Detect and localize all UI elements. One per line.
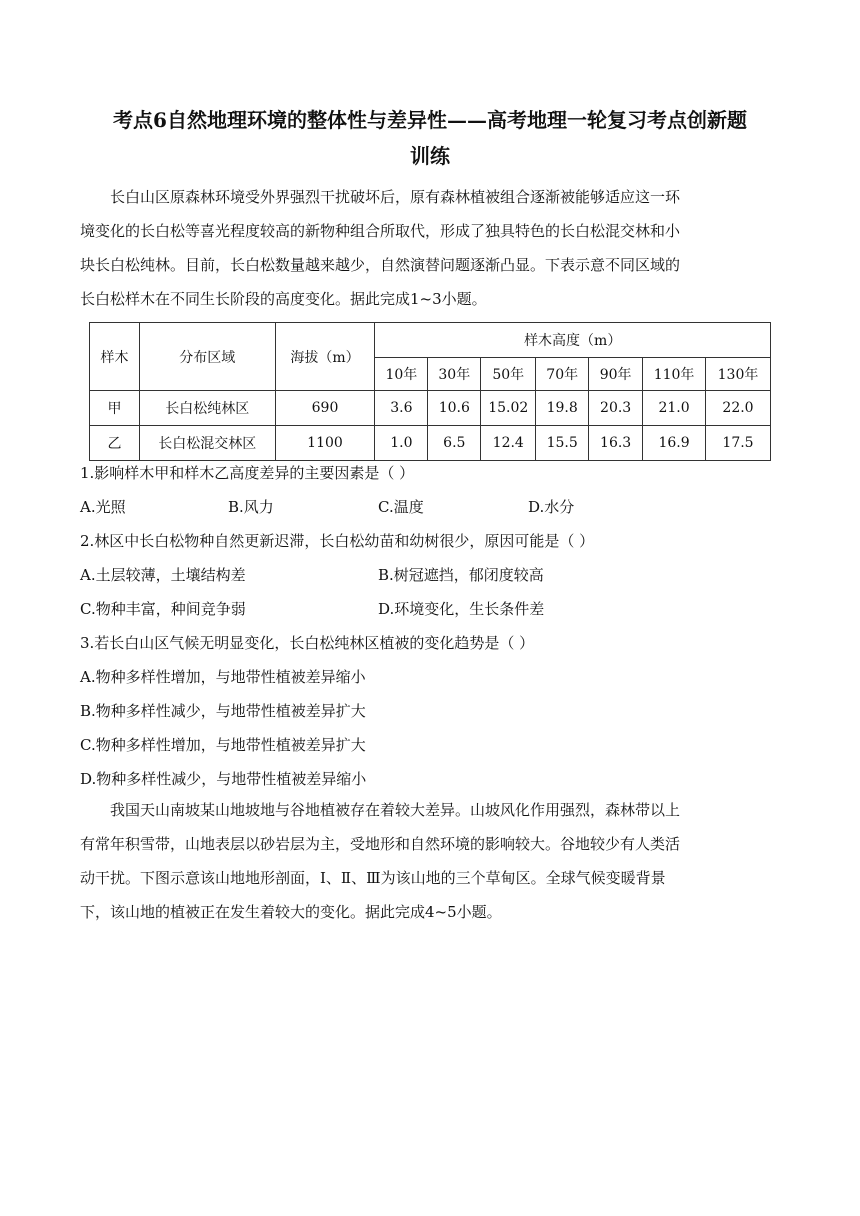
- option-b[interactable]: B.物种多样性减少，与地带性植被差异扩大: [80, 702, 366, 720]
- title-line-2: 训练: [410, 144, 450, 168]
- question-2-stem: 2.林区中长白松物种自然更新迟滞，长白松幼苗和幼树很少，原因可能是（ ）: [80, 532, 595, 550]
- cell-region: 长白松纯林区: [139, 391, 275, 426]
- table-header-row: [90, 323, 771, 358]
- cell-height: 1.0: [375, 426, 428, 461]
- cell-height: 21.0: [643, 391, 706, 426]
- option-a[interactable]: A.光照: [80, 498, 126, 516]
- header-year: 70年: [536, 358, 589, 391]
- question-3-stem: 3.若长白山区气候无明显变化，长白松纯林区植被的变化趋势是（ ）: [80, 634, 535, 652]
- option-a[interactable]: A.物种多样性增加，与地带性植被差异缩小: [80, 668, 366, 686]
- question-2-options-row-1: [80, 558, 780, 592]
- header-sample: 样木: [90, 323, 140, 391]
- passage-1-line-1: 长白山区原森林环境受外界强烈干扰破坏后，原有森林植被组合逐渐被能够适应这一环: [110, 188, 681, 206]
- option-d[interactable]: D.环境变化，生长条件差: [378, 600, 545, 618]
- document-title: [70, 102, 790, 174]
- cell-height: 12.4: [481, 426, 536, 461]
- option-c[interactable]: C.温度: [378, 498, 424, 516]
- question-2-options-row-2: [80, 592, 780, 626]
- table-row: [90, 391, 771, 426]
- option-d[interactable]: D.物种多样性减少，与地带性植被差异缩小: [80, 770, 367, 788]
- option-c[interactable]: C.物种丰富，种间竞争弱: [80, 600, 246, 618]
- cell-height: 22.0: [706, 391, 771, 426]
- option-d[interactable]: D.水分: [528, 498, 575, 516]
- cell-altitude: 1100: [275, 426, 375, 461]
- header-year: 110年: [643, 358, 706, 391]
- header-region: 分布区域: [139, 323, 275, 391]
- option-a[interactable]: A.土层较薄，土壤结构差: [80, 566, 246, 584]
- cell-height: 16.3: [589, 426, 643, 461]
- cell-height: 16.9: [643, 426, 706, 461]
- cell-height: 19.8: [536, 391, 589, 426]
- passage-1-line-3: 块长白松纯林。目前，长白松数量越来越少，自然演替问题逐渐凸显。下表示意不同区域的: [80, 256, 681, 274]
- cell-sample: 乙: [90, 426, 140, 461]
- header-year: 30年: [428, 358, 481, 391]
- passage-2-line-3: 动干扰。下图示意该山地地形剖面，Ⅰ、Ⅱ、Ⅲ为该山地的三个草甸区。全球气候变暖背景: [80, 869, 666, 887]
- cell-height: 20.3: [589, 391, 643, 426]
- sample-tree-table: [89, 322, 771, 461]
- passage-1-line-4: 长白松样木在不同生长阶段的高度变化。据此完成1~3小题。: [80, 290, 487, 308]
- cell-height: 6.5: [428, 426, 481, 461]
- cell-height: 10.6: [428, 391, 481, 426]
- cell-height: 15.5: [536, 426, 589, 461]
- title-line-1: 考点6自然地理环境的整体性与差异性——高考地理一轮复习考点创新题: [113, 108, 747, 132]
- question-1-options: [80, 490, 780, 524]
- cell-region: 长白松混交林区: [139, 426, 275, 461]
- passage-2-line-1: 我国天山南坡某山地坡地与谷地植被存在着较大差异。山坡风化作用强烈，森林带以上: [110, 801, 681, 819]
- question-1-stem: 1.影响样木甲和样木乙高度差异的主要因素是（ ）: [80, 464, 415, 482]
- header-year: 130年: [706, 358, 771, 391]
- header-year: 50年: [481, 358, 536, 391]
- cell-height: 17.5: [706, 426, 771, 461]
- cell-height: 15.02: [481, 391, 536, 426]
- header-year: 10年: [375, 358, 428, 391]
- header-tree-height: 样木高度（m）: [375, 323, 771, 358]
- header-altitude: 海拔（m）: [275, 323, 375, 391]
- cell-altitude: 690: [275, 391, 375, 426]
- option-c[interactable]: C.物种多样性增加，与地带性植被差异扩大: [80, 736, 366, 754]
- passage-1: [80, 180, 774, 316]
- passage-2-line-2: 有常年积雪带，山地表层以砂岩层为主，受地形和自然环境的影响较大。谷地较少有人类活: [80, 835, 681, 853]
- passage-1-line-2: 境变化的长白松等喜光程度较高的新物种组合所取代，形成了独具特色的长白松混交林和小: [80, 222, 681, 240]
- option-b[interactable]: B.风力: [228, 498, 274, 516]
- option-b[interactable]: B.树冠遮挡，郁闭度较高: [378, 566, 544, 584]
- cell-height: 3.6: [375, 391, 428, 426]
- cell-sample: 甲: [90, 391, 140, 426]
- passage-2: [80, 793, 774, 929]
- header-year: 90年: [589, 358, 643, 391]
- passage-2-line-4: 下，该山地的植被正在发生着较大的变化。据此完成4~5小题。: [80, 903, 502, 921]
